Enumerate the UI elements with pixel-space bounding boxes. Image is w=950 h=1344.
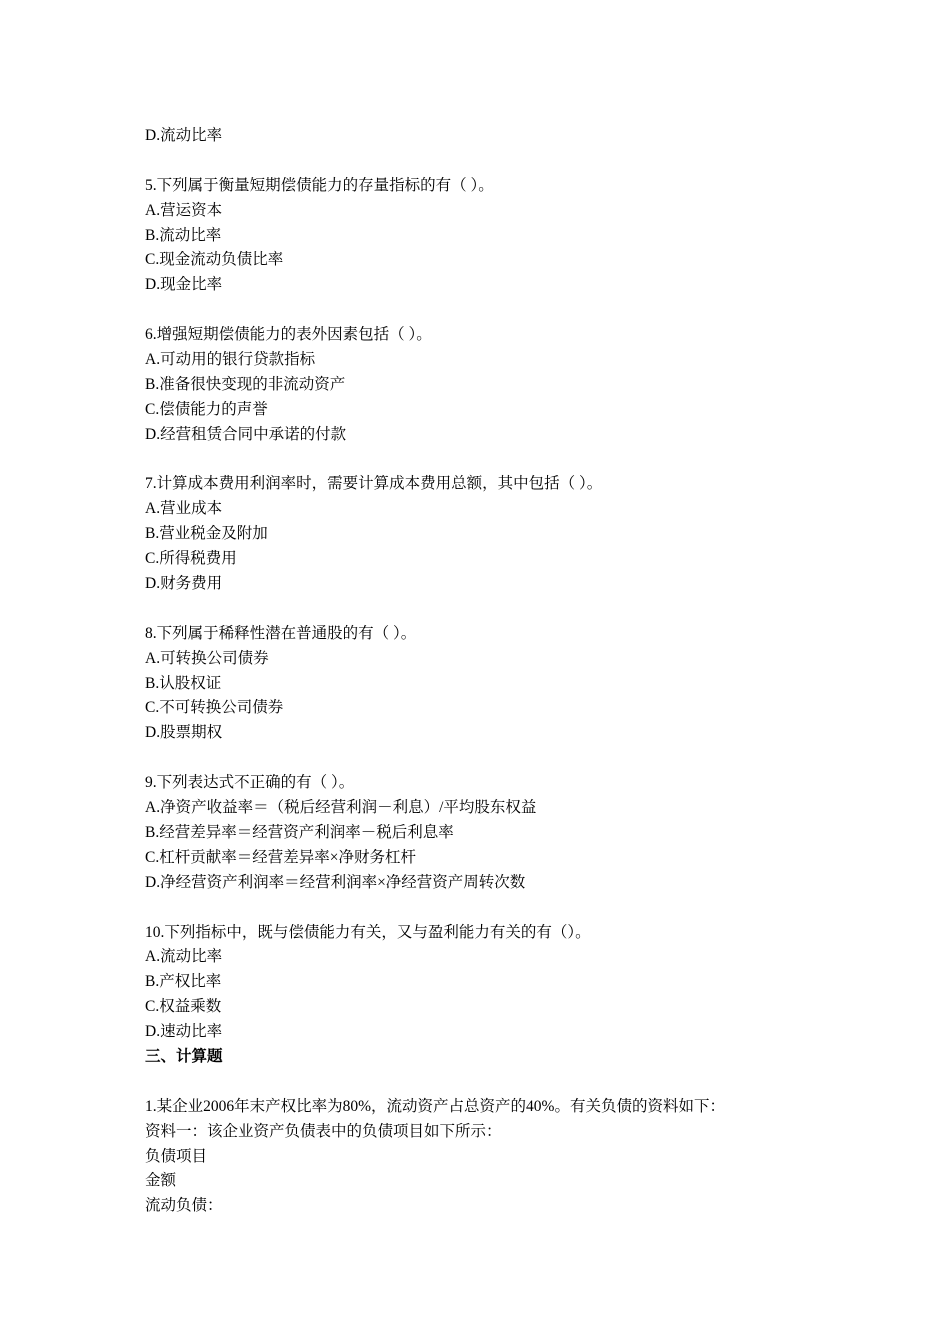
option-line: D.净经营资产利润率＝经营利润率×净经营资产周转次数 bbox=[145, 873, 526, 891]
option-line: C.权益乘数 bbox=[145, 998, 222, 1016]
question-stem: 7.计算成本费用利润率时，需要计算成本费用总额，其中包括（ ）。 bbox=[145, 475, 603, 493]
option-line: A.营业成本 bbox=[145, 500, 223, 518]
question-stem: 5.下列属于衡量短期偿债能力的存量指标的有（ ）。 bbox=[145, 176, 494, 194]
question-stem: 10.下列指标中，既与偿债能力有关，又与盈利能力有关的有（）。 bbox=[145, 923, 591, 941]
option-line: B.经营差异率＝经营资产利润率－税后利息率 bbox=[145, 823, 454, 841]
blank-line bbox=[145, 597, 845, 622]
option-line: B.产权比率 bbox=[145, 973, 222, 991]
table-header-amount: 金额 bbox=[145, 1172, 177, 1190]
option-line: A.可动用的银行贷款指标 bbox=[145, 351, 316, 369]
section-heading: 三、计算题 bbox=[145, 1047, 223, 1065]
option-line: C.现金流动负债比率 bbox=[145, 251, 284, 269]
option-line: D.经营租赁合同中承诺的付款 bbox=[145, 425, 347, 443]
option-line: D.速动比率 bbox=[145, 1023, 223, 1041]
table-row-label: 流动负债： bbox=[145, 1197, 223, 1215]
question-stem: 9.下列表达式不正确的有（ ）。 bbox=[145, 774, 355, 792]
question-stem: 8.下列属于稀释性潜在普通股的有（ ）。 bbox=[145, 624, 417, 642]
blank-line bbox=[145, 149, 845, 174]
option-line: A.流动比率 bbox=[145, 948, 223, 966]
blank-line bbox=[145, 298, 845, 323]
calc-question-stem: 1.某企业2006年末产权比率为80%，流动资产占总资产的40%。有关负债的资料如下： bbox=[145, 1097, 725, 1115]
option-line: B.流动比率 bbox=[145, 226, 222, 244]
option-line: C.偿债能力的声誉 bbox=[145, 400, 268, 418]
material-line: 资料一：该企业资产负债表中的负债项目如下所示： bbox=[145, 1122, 502, 1140]
option-line: B.营业税金及附加 bbox=[145, 525, 268, 543]
option-line: C.所得税费用 bbox=[145, 550, 237, 568]
option-line: D.现金比率 bbox=[145, 276, 223, 294]
option-line: D.财务费用 bbox=[145, 575, 223, 593]
table-header-item: 负债项目 bbox=[145, 1147, 208, 1165]
option-line: A.营运资本 bbox=[145, 201, 223, 219]
option-line: A.可转换公司债券 bbox=[145, 649, 269, 667]
blank-line bbox=[145, 1070, 845, 1095]
option-line: C.不可转换公司债券 bbox=[145, 699, 284, 717]
option-line: B.准备很快变现的非流动资产 bbox=[145, 375, 346, 393]
blank-line bbox=[145, 746, 845, 771]
document-page bbox=[145, 124, 845, 1219]
option-line: D.流动比率 bbox=[145, 127, 223, 144]
blank-line bbox=[145, 448, 845, 473]
option-line: D.股票期权 bbox=[145, 724, 223, 742]
option-line: C.杠杆贡献率＝经营差异率×净财务杠杆 bbox=[145, 848, 416, 866]
option-line: A.净资产收益率＝（税后经营利润－利息）/平均股东权益 bbox=[145, 799, 537, 817]
option-line: B.认股权证 bbox=[145, 674, 222, 692]
question-stem: 6.增强短期偿债能力的表外因素包括（ ）。 bbox=[145, 326, 432, 344]
blank-line bbox=[145, 896, 845, 921]
